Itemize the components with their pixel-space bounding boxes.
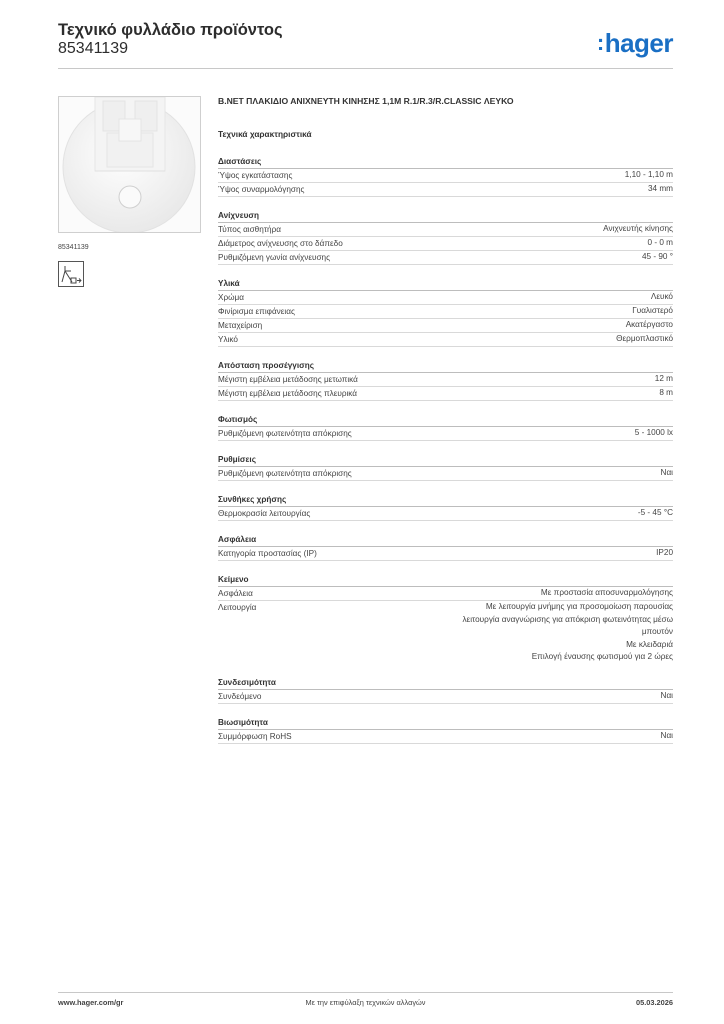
spec-row: [218, 387, 673, 401]
spec-section: [218, 279, 673, 347]
spec-row: [218, 237, 673, 251]
motion-sensor-symbol-icon: [58, 261, 84, 287]
spec-section: [218, 455, 673, 481]
footer-note: Με την επιφύλαξη τεχνικών αλλαγών: [305, 998, 426, 1007]
spec-label: Υλικό: [218, 335, 238, 344]
spec-value-line: 12 m: [654, 374, 673, 383]
spec-label: Μεταχείριση: [218, 321, 263, 330]
spec-row: [218, 547, 673, 561]
spec-value-line: 1,10 - 1,10 m: [624, 170, 673, 179]
spec-value: [638, 507, 673, 520]
section-title: Ανίχνευση: [218, 211, 673, 223]
spec-label: Φινίρισμα επιφάνειας: [218, 307, 295, 316]
spec-value-line: Ανιχνευτής κίνησης: [603, 224, 673, 233]
spec-section: [218, 495, 673, 521]
spec-value-line: 45 - 90 °: [641, 252, 673, 261]
spec-section: [218, 415, 673, 441]
spec-column: [218, 96, 673, 744]
spec-row: [218, 601, 673, 664]
spec-row: [218, 373, 673, 387]
spec-section: [218, 678, 673, 704]
spec-value: [651, 291, 673, 304]
footer-date: 05.03.2026: [636, 998, 673, 1007]
spec-row: [218, 467, 673, 481]
spec-value: [603, 223, 673, 236]
section-title: Συνθήκες χρήσης: [218, 495, 673, 507]
spec-row: [218, 690, 673, 704]
spec-value-line: Με κλειδαριά: [626, 639, 673, 649]
spec-value-line: Ναι: [660, 468, 673, 477]
spec-value-line: IP20: [656, 548, 673, 557]
spec-label: Ρυθμιζόμενη γωνία ανίχνευσης: [218, 253, 331, 262]
footer-website[interactable]: www.hager.com/gr: [58, 998, 124, 1007]
spec-label: Ασφάλεια: [218, 589, 253, 598]
spec-row: [218, 169, 673, 183]
spec-value: [635, 427, 673, 440]
spec-label: Μέγιστη εμβέλεια μετάδοσης μετωπικά: [218, 375, 358, 384]
section-title: Κείμενο: [218, 575, 673, 587]
spec-label: Κατηγορία προστασίας (IP): [218, 549, 317, 558]
spec-label: Λειτουργία: [218, 603, 257, 612]
section-title: Συνδεσιμότητα: [218, 678, 673, 690]
spec-value-line: Λευκό: [650, 292, 673, 301]
spec-label: Χρώμα: [218, 293, 244, 302]
spec-value: [659, 387, 673, 400]
product-title: B.NET ΠΛΑΚΙΔΙΟ ΑΝΙΧΝΕΥΤΗ ΚΙΝΗΣΗΣ 1,1M R.1/R.3/R.CLASSIC ΛΕΥΚΟ: [218, 96, 514, 106]
spec-value-line: Επιλογή έναυσης φωτισμού για 2 ώρες: [531, 652, 673, 661]
spec-value: [642, 251, 673, 264]
section-title: Ασφάλεια: [218, 535, 673, 547]
spec-value-line: -5 - 45 °C: [637, 508, 673, 517]
logo-text: hager: [604, 28, 673, 58]
spec-label: Συνδεόμενο: [218, 691, 262, 701]
section-title: Βιωσιμότητα: [218, 718, 673, 730]
spec-row: [218, 319, 673, 333]
section-title: Ρυθμίσεις: [218, 455, 673, 467]
spec-label: Ρυθμιζόμενη φωτεινότητα απόκρισης: [218, 469, 352, 478]
section-title: Φωτισμός: [218, 415, 673, 427]
product-code: 85341139: [58, 40, 128, 57]
section-title: Υλικά: [218, 279, 673, 291]
hager-logo: :hager: [596, 28, 673, 58]
spec-value-line: Ναι: [660, 690, 673, 700]
spec-value: [656, 547, 673, 560]
spec-label: Συμμόρφωση RoHS: [218, 731, 292, 741]
footer-divider: [58, 992, 673, 993]
spec-row: [218, 427, 673, 441]
spec-value: [648, 183, 673, 196]
spec-value: [626, 319, 673, 332]
spec-value-line: λειτουργία αναγνώρισης για απόκριση φωτεινότητας μέσω: [462, 614, 673, 624]
spec-label: Ρυθμιζόμενη φωτεινότητα απόκρισης: [218, 429, 352, 438]
spec-value-line: Γυαλιστερό: [632, 306, 673, 315]
photo-code: 85341139: [58, 244, 89, 251]
spec-section: [218, 718, 673, 744]
spec-value: [625, 169, 673, 182]
spec-label: Ύψος εγκατάστασης: [218, 171, 293, 180]
spec-value: [632, 305, 673, 318]
spec-value: [661, 730, 673, 743]
sensor-plate-illustration: [59, 97, 200, 232]
spec-value: [648, 237, 673, 250]
spec-row: [218, 587, 673, 601]
spec-section: [218, 157, 673, 197]
spec-value-line: Θερμοπλαστικό: [616, 334, 673, 343]
spec-row: [218, 251, 673, 265]
section-title: Απόσταση προσέγγισης: [218, 361, 673, 373]
spec-row: [218, 223, 673, 237]
spec-section: [218, 361, 673, 401]
tech-characteristics-heading: Τεχνικά χαρακτηριστικά: [218, 129, 312, 139]
spec-row: [218, 291, 673, 305]
spec-value: [541, 587, 673, 600]
spec-value-line: 34 mm: [647, 184, 673, 193]
spec-value-line: Ακατέργαστο: [625, 320, 673, 329]
spec-label: Ύψος συναρμολόγησης: [218, 185, 305, 194]
document-title: Τεχνικό φυλλάδιο προϊόντος: [58, 21, 283, 39]
spec-label: Μέγιστη εμβέλεια μετάδοσης πλευρικά: [218, 389, 358, 398]
document-header: [58, 20, 673, 58]
spec-sections: [218, 157, 673, 744]
spec-value-line: Με προστασία αποσυναρμολόγησης: [540, 588, 673, 597]
spec-value: [462, 601, 673, 664]
spec-value-line: Ναι: [660, 730, 673, 740]
spec-label: Τύπος αισθητήρα: [218, 225, 281, 234]
spec-section: [218, 575, 673, 664]
spec-row: [218, 333, 673, 347]
spec-row: [218, 183, 673, 197]
spec-value-line: 0 - 0 m: [647, 238, 673, 247]
spec-section: [218, 535, 673, 561]
header-divider: [58, 68, 673, 69]
spec-label: Διάμετρος ανίχνευσης στο δάπεδο: [218, 239, 343, 248]
spec-row: [218, 305, 673, 319]
spec-value-line: 8 m: [659, 388, 673, 397]
spec-value: [661, 690, 673, 703]
spec-value-line: Με λειτουργία μνήμης για προσομοίωση παρουσίας: [485, 602, 673, 611]
spec-value: [661, 467, 673, 480]
spec-row: [218, 507, 673, 521]
spec-row: [218, 730, 673, 744]
spec-section: [218, 211, 673, 265]
section-title: Διαστάσεις: [218, 157, 673, 169]
product-image-column: [58, 96, 201, 287]
spec-label: Θερμοκρασία λειτουργίας: [218, 509, 311, 518]
spec-value: [655, 373, 673, 386]
spec-value-line: 5 - 1000 lx: [634, 428, 673, 437]
product-photo: [58, 96, 201, 233]
spec-value: [616, 333, 673, 346]
spec-value-line: μπουτόν: [641, 627, 673, 636]
